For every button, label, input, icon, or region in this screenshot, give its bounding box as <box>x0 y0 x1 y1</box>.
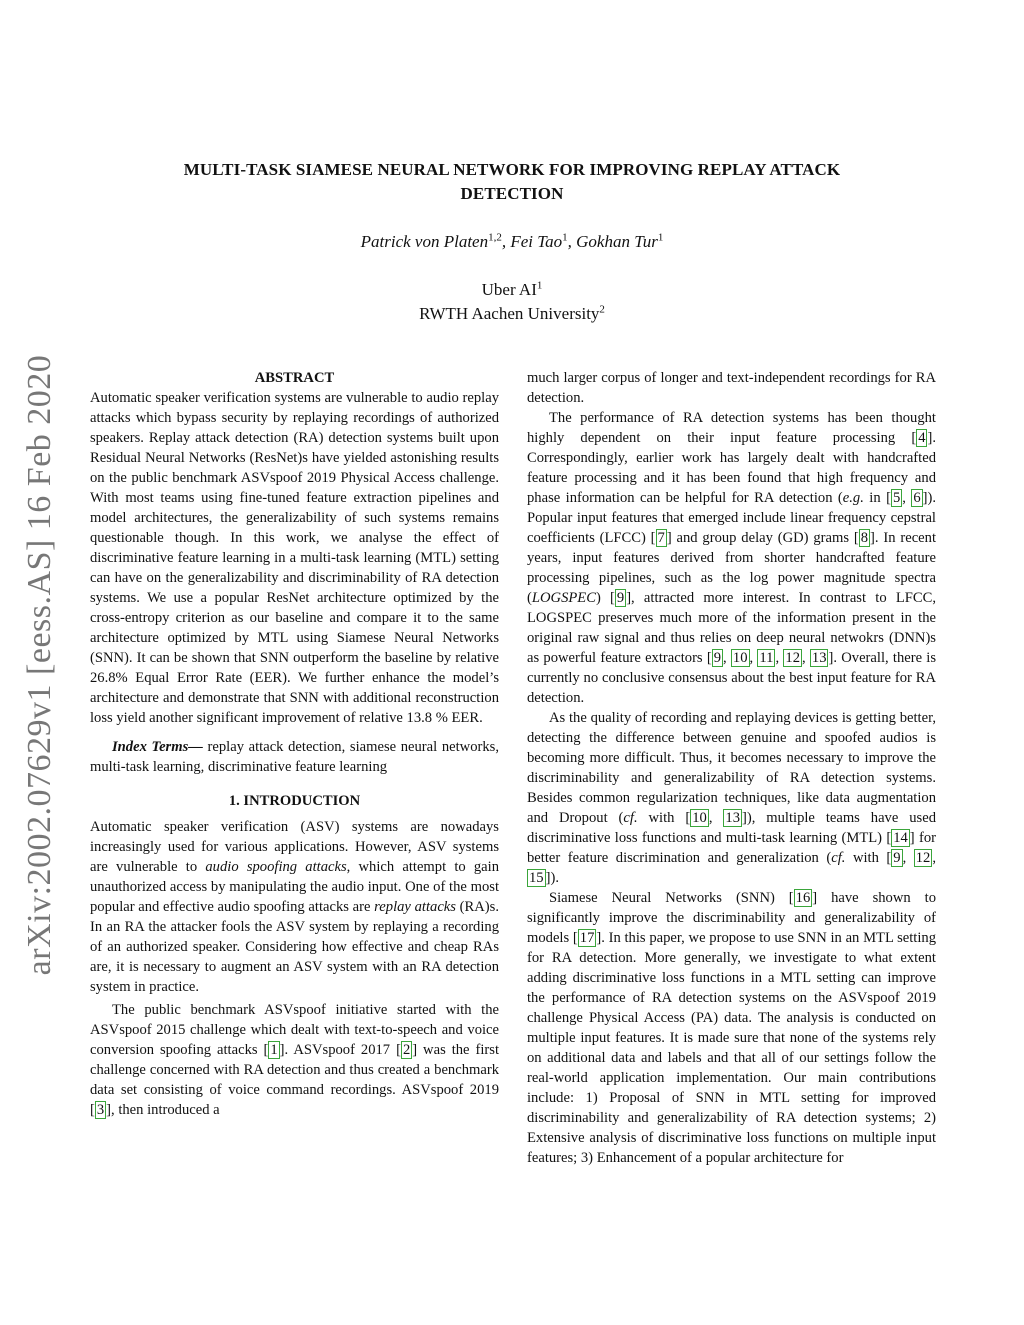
affiliation-2 <box>90 302 934 326</box>
citation-link[interactable]: 3 <box>96 1102 105 1118</box>
right-paragraph-2: As the quality of recording and replaying devices is getting better, detecting the difference between genuine and spoofed audios is becoming more difficult. Thus, it becomes necessary to improve the discriminability and generalizability of RA detection systems. Besides common regularization techniques, like data augmentation and Dropout (cf. with [ 10 , 13 ]), multiple teams have used discriminative loss functions and multi-task learning (MTL) [ 14 ] for better feature discrimination and generalization (cf. with [ 9 , 12 , 15 ]). <box>527 710 936 886</box>
citation-link[interactable]: 1 <box>270 1042 278 1058</box>
author-list: Patrick von Platen$^{1,2}$, Fei Tao$^1$, Gokhan Tur$^1$ <box>360 231 664 251</box>
affiliation-1 <box>90 278 934 302</box>
affiliation-1-sup: 1 <box>536 279 543 292</box>
emph-eg: e.g. <box>842 490 864 506</box>
right-paragraph-0: much larger corpus of longer and text-independent recordings for RA detection. <box>527 370 936 406</box>
citation-link[interactable]: 5 <box>892 490 901 506</box>
citation-link[interactable]: 10 <box>692 810 707 826</box>
citation-link[interactable]: 4 <box>918 430 926 446</box>
emph-cf: cf. <box>831 850 846 866</box>
citation-link[interactable]: 7 <box>657 530 665 546</box>
right-paragraph-3: Siamese Neural Networks (SNN) [ 16 ] have shown to significantly improve the discriminability and generalizability of models [ 17 ]. In this paper, we propose to use SNN in an MTL setting for RA detection. More generally, we investigate to what extent adding discriminative loss functions in a MTL setting can improve the performance of RA detection systems on the ASVspoof 2019 challenge Physical Access (PA) data. The analysis is conducted on multiple input features. It is made sure that none of the systems rely on additional data and labels and that all of our settings follow the real-world application implementation. Our main contributions include: 1) Proposal of SNN in MTL setting for improved discriminability and generalizability of RA detection systems; 2) Extensive analysis of discriminative loss functions on multiple input features; 3) Enhancement of a popular architecture for <box>527 890 936 1166</box>
emph-audio-spoofing: audio spoofing attacks <box>205 859 347 875</box>
citation-link[interactable]: 6 <box>913 490 921 506</box>
emph-logspec: LOGSPEC <box>531 590 596 606</box>
affiliation-1-name: Uber AI <box>481 280 537 299</box>
citation-link[interactable]: 9 <box>713 650 722 666</box>
right-column <box>527 368 936 1168</box>
left-column <box>90 368 499 1120</box>
citation-link[interactable]: 12 <box>785 650 800 666</box>
paper-title <box>90 158 934 206</box>
citation-link[interactable]: 2 <box>402 1042 411 1058</box>
right-paragraph-1: The performance of RA detection systems has been thought highly dependent on their input feature processing [ 4 ]. Correspondingly, earlier work has largely dealt with handcrafted feature processing and it has been found that high frequency and phase information can be helpful for RA detection (e.g. in [ 5 , 6 ]). Popular input features that emerged include linear frequency cepstral coefficients (LFCC) [ 7 ] and group delay (GD) grams [ 8 ]. In recent years, input features derived from shorter handcrafted feature processing pipelines, such as the log power magnitude spectra (LOGSPEC) [ 9 ], attracted more interest. In contrast to LFCC, LOGSPEC preserves much more of the information present in the original raw signal and thus relies on deep neural netwokrs (DNN)s as powerful feature extractors [ 9 , 10 , 11 , 12 , 13 ]. Overall, there is currently no conclusive consensus about the best input feature for RA detection. <box>527 410 937 706</box>
author-3-sup: 1 <box>657 231 664 244</box>
index-terms-label: Index Terms— <box>112 739 203 755</box>
emph-cf: cf. <box>623 810 638 826</box>
affiliation-2-sup: 2 <box>599 303 605 316</box>
intro-paragraph-2: The public benchmark ASVspoof initiative started with the ASVspoof 2015 challenge which dealt with text-to-speech and voice conversion spoofing attacks [ 1 ]. ASVspoof 2017 [ 2 ] was the first challenge concerned with RA detection and thus created a benchmark data set consisting of voice command recordings. ASVspoof 2019 [ 3 ], then introduced a <box>90 1002 500 1118</box>
title-line-1: MULTI-TASK SIAMESE NEURAL NETWORK FOR IMPROVING REPLAY ATTACK <box>183 160 841 179</box>
arxiv-side-stamp <box>20 345 60 985</box>
citation-link[interactable]: 15 <box>529 870 544 886</box>
citation-link[interactable]: 14 <box>893 830 908 846</box>
title-line-2: DETECTION <box>460 184 564 203</box>
citation-link[interactable]: 9 <box>893 850 901 866</box>
citation-link[interactable]: 8 <box>860 530 869 546</box>
citation-link[interactable]: 12 <box>915 850 931 866</box>
author-2: Fei Tao <box>510 232 563 251</box>
citation-link[interactable]: 13 <box>811 650 827 666</box>
citation-link[interactable]: 9 <box>616 590 625 606</box>
author-1-sup: 1,2 <box>488 231 502 244</box>
intro-heading: 1. INTRODUCTION <box>228 793 361 809</box>
citation-link[interactable]: 10 <box>732 650 748 666</box>
affiliation-2-name: RWTH Aachen University <box>419 304 600 323</box>
author-2-sup: 1 <box>562 231 568 244</box>
citation-link[interactable]: 16 <box>795 890 811 906</box>
index-terms <box>90 737 499 777</box>
affiliations <box>90 278 934 326</box>
index-terms-text: replay attack detection, siamese neural networks, multi-task learning, discriminative feature learning <box>90 739 499 775</box>
intro-paragraph-1: Automatic speaker verification (ASV) systems are nowadays increasingly used for various applications. However, ASV systems are vulnerable to audio spoofing attacks, which attempt to gain unauthorized access by manipulating the audio input. One of the most popular and effective audio spoofing attacks are replay attacks (RA)s. In an RA the attacker fools the ASV system by replaying a recording of an authorized speaker. Considering how effective and cheap RAs are, it is necessary to augment an ASV system with an RA detection system in practice. <box>90 819 500 995</box>
emph-replay-attacks: replay attacks <box>374 899 456 915</box>
abstract-text: Automatic speaker verification systems are vulnerable to audio replay attacks which bypass security by replaying recordings of authorized speakers. Replay attack detection (RA) detection systems built upon Residual Neural Networks (ResNet)s have yielded astonishing results on the public benchmark ASVspoof 2019 Physical Access challenge. With most teams using fine-tuned feature extraction pipelines and model architectures, the generalizability of such systems remains questionable though. In this work, we analyse the effect of discriminative feature learning in a multi-task learning (MTL) setting can have on the generalizability and discriminability of RA detection systems. We use a popular ResNet architecture optimized by the cross-entropy criterion as our baseline and compare it to the same architecture optimized by MTL using Siamese Neural Networks (SNN). It can be shown that SNN outperform the baseline by relative 26.8% Equal Error Rate (EER). We further enhance the model’s architecture and demonstrate that SNN with additional reconstruction loss yield another significant improvement of relative 13.8 % EER. <box>90 390 499 726</box>
citation-link[interactable]: 17 <box>579 930 595 946</box>
author-1: Patrick von Platen <box>360 232 489 251</box>
arxiv-id-text: arXiv:2002.07629v1 [eess.AS] 16 Feb 2020 <box>21 354 58 976</box>
citation-link[interactable]: 13 <box>725 810 740 826</box>
author-3: Gokhan Tur <box>576 232 658 251</box>
citation-link[interactable]: 11 <box>759 650 774 666</box>
abstract-heading: ABSTRACT <box>254 370 335 386</box>
